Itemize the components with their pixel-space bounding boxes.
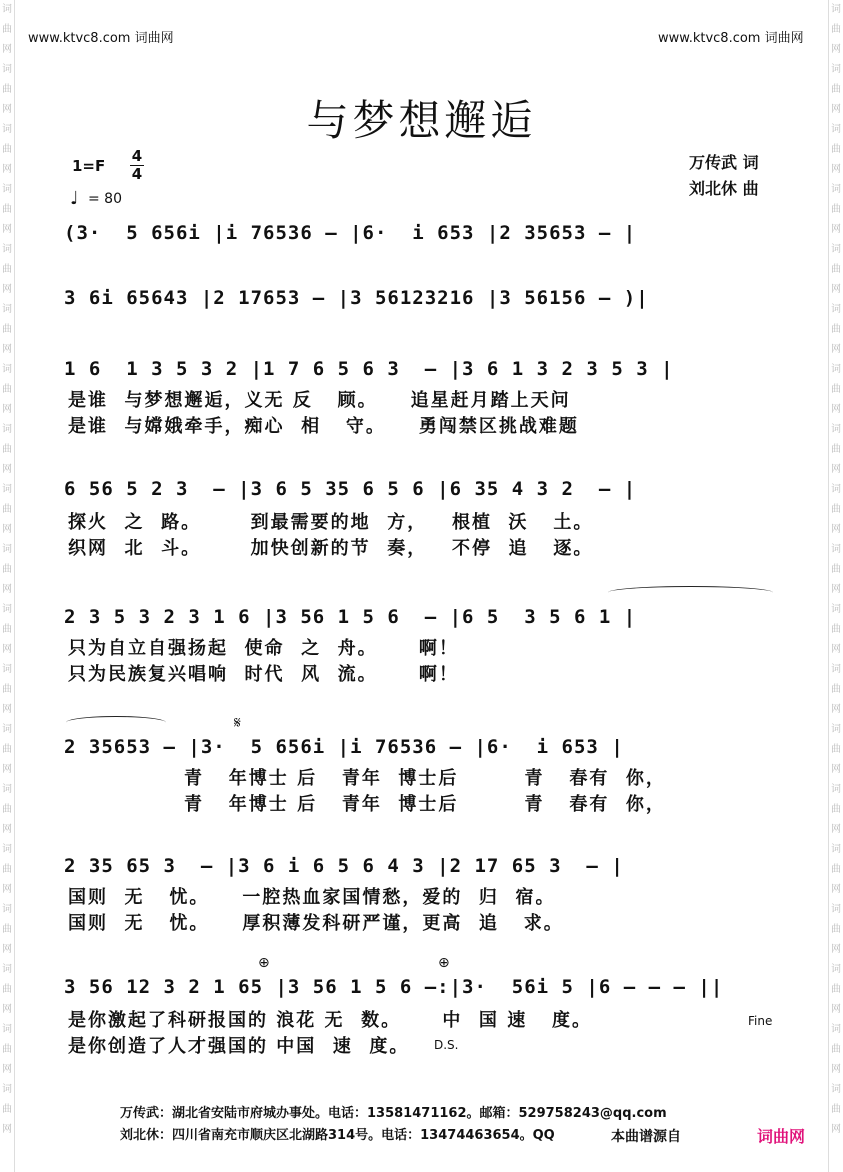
quarter-note-icon: ♩ [70, 188, 79, 209]
lyric-line-4-verse-2: 织网 北 斗。 加快创新的节 奏， 不停 追 逐。 [68, 538, 594, 559]
coda-sign: ⊕ [258, 955, 270, 971]
score-line-7: 2 35 65 3 – |3 6 i 6 5 6 4 3 |2 17 65 3 – | [64, 855, 624, 877]
lyric-line-4-verse-1: 探火 之 路。 到最需要的地 方， 根植 沃 土。 [68, 512, 594, 533]
lyric-line-6-verse-2: 青 年博士 后 青年 博士后 青 春有 你， [60, 794, 666, 815]
ds-marking: D.S. [434, 1038, 459, 1052]
score-line-3: 1 6 1 3 5 3 2 |1 7 6 5 6 3 – |3 6 1 3 2 3 5 3 | [64, 358, 674, 380]
score-line-8: 3 56 12 3 2 1 65 |3 56 1 5 6 –:|3· 56i 5 |6 – – – || [64, 976, 724, 998]
tempo-marking: = 80 [88, 191, 122, 207]
page-title: 与梦想邂逅 [306, 96, 537, 145]
meter-top: 4 [131, 147, 143, 165]
side-watermark-left: 词曲网词曲网词曲网词曲网词曲网词曲网词曲网词曲网词曲网词曲网词曲网词曲网词曲网词曲网词曲网词曲网词曲网词曲网词曲网 [0, 0, 15, 1172]
lyric-line-3-verse-1: 是谁 与梦想邂逅，义无 反 顾。 追星赶月踏上天问 [68, 390, 571, 411]
lyric-line-3-verse-2: 是谁 与嫦娥牵手，痴心 相 守。 勇闯禁区挑战难题 [68, 416, 579, 437]
lyric-line-8-verse-2: 是你创造了人才强国的 中国 速 度。 [68, 1036, 410, 1057]
footer-lyricist-contact: 万传武：湖北省安陆市府城办事处。电话：13581471162。邮箱：529758243@qq.com [120, 1106, 667, 1121]
fine-marking: Fine [748, 1014, 773, 1028]
score-line-1: (3· 5 656i |i 76536 – |6· i 653 |2 35653 – | [64, 222, 637, 244]
header-right[interactable]: www.ktvc8.com 词曲网 [658, 31, 804, 46]
tie-arc [66, 716, 166, 729]
footer-composer-contact: 刘北休：四川省南充市顺庆区北湖路314号。电话：13474463654。QQ [120, 1128, 555, 1143]
lyricist-credit: 万传武 词 [689, 153, 759, 172]
meter-bottom: 4 [131, 165, 143, 183]
coda-sign: ⊕ [438, 955, 450, 971]
score-line-5: 2 3 5 3 2 3 1 6 |3 56 1 5 6 – |6 5 3 5 6 1 | [64, 606, 637, 628]
lyric-line-6-verse-1: 青 年博士 后 青年 博士后 青 春有 你， [60, 768, 666, 789]
segno-sign: 𝄋 [234, 713, 241, 732]
tie-arc [608, 586, 773, 599]
lyric-line-5-verse-1: 只为自立自强扬起 使命 之 舟。 啊！ [68, 638, 459, 659]
lyric-line-8-verse-1: 是你激起了科研报国的 浪花 无 数。 中 国 速 度。 [68, 1010, 592, 1031]
brand-logo[interactable]: 词曲网 [757, 1127, 806, 1146]
score-line-4: 6 56 5 2 3 – |3 6 5 35 6 5 6 |6 35 4 3 2 – | [64, 478, 637, 500]
header-left[interactable]: www.ktvc8.com 词曲网 [28, 31, 174, 46]
source-label: 本曲谱源自 [611, 1129, 681, 1145]
key-signature: 1=F [72, 157, 106, 175]
composer-credit: 刘北休 曲 [689, 179, 759, 198]
lyric-line-7-verse-1: 国则 无 忧。 一腔热血家国情愁，爱的 归 宿。 [68, 887, 556, 908]
lyric-line-5-verse-2: 只为民族复兴唱响 时代 风 流。 啊！ [68, 664, 459, 685]
time-signature [130, 148, 144, 183]
score-line-6: 2 35653 – |3· 5 656i |i 76536 – |6· i 653 | [64, 736, 624, 758]
lyric-line-7-verse-2: 国则 无 忧。 厚积薄发科研严谨，更高 追 求。 [68, 913, 564, 934]
side-watermark-right: 词曲网词曲网词曲网词曲网词曲网词曲网词曲网词曲网词曲网词曲网词曲网词曲网词曲网词曲网词曲网词曲网词曲网词曲网词曲网 [828, 0, 843, 1172]
score-line-2: 3 6i 65643 |2 17653 – |3 56123216 |3 56156 – )| [64, 287, 649, 309]
